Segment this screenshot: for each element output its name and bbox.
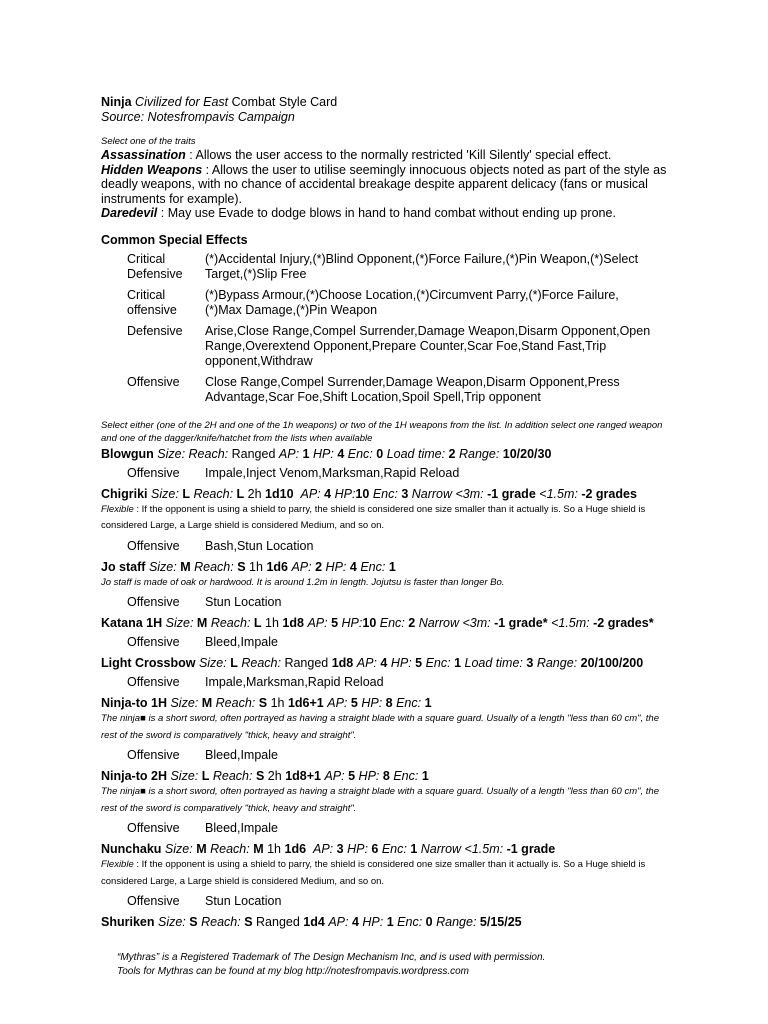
value: 1 bbox=[388, 559, 396, 574]
combat-style-card bbox=[101, 95, 671, 930]
weapon-effects bbox=[101, 539, 671, 554]
effects-list: (*)Accidental Injury,(*)Blind Opponent,(*)Force Failure,(*)Pin Weapon,(*)Select Target,(*)Slip Free bbox=[205, 251, 639, 281]
label: Reach: bbox=[193, 486, 234, 501]
value: 2 bbox=[448, 446, 456, 461]
value: 1d8+1 bbox=[285, 769, 321, 783]
desc-text: : If the opponent is using a shield to parry, the shield is considered one size smaller than it actually is. So a Huge shield is considered Large, a Large shield is considered Medium, and so on. bbox=[101, 859, 646, 887]
value: 1d6 bbox=[266, 559, 288, 574]
weapon-katana bbox=[101, 615, 671, 631]
label: Enc: bbox=[393, 769, 419, 783]
value: L bbox=[230, 656, 238, 670]
style-subtitle-rest: Combat Style Card bbox=[231, 95, 338, 109]
effects-category: Offensive bbox=[127, 748, 180, 762]
value: 1d6 bbox=[284, 842, 307, 856]
label: Load time: bbox=[386, 446, 446, 461]
label: AP: bbox=[324, 769, 345, 783]
value: S bbox=[237, 559, 246, 574]
effects-list: Bleed,Impale bbox=[205, 635, 278, 649]
value: 5/15/25 bbox=[479, 915, 522, 929]
label: HP: bbox=[362, 915, 384, 929]
label: Enc: bbox=[379, 616, 405, 630]
label: HP: bbox=[325, 559, 347, 574]
value: 4 bbox=[349, 559, 357, 574]
value: 2 bbox=[315, 559, 323, 574]
weapon-name: Shuriken bbox=[101, 915, 155, 929]
weapon-effects bbox=[101, 894, 671, 909]
effects-category: Offensive bbox=[127, 595, 180, 609]
label: AP: bbox=[307, 616, 328, 630]
value: 6 bbox=[371, 842, 379, 856]
value: 3 bbox=[336, 842, 344, 856]
weapon-name: Blowgun bbox=[101, 446, 154, 461]
value: 10 bbox=[355, 486, 370, 501]
value: 4 bbox=[337, 446, 345, 461]
label: Size: bbox=[157, 446, 186, 461]
label: Size: bbox=[198, 656, 227, 670]
value: 5 bbox=[331, 616, 339, 630]
source-line: Source: Notesfrompavis Campaign bbox=[101, 110, 295, 124]
value: 1d8 bbox=[331, 656, 354, 670]
weapon-chigriki bbox=[101, 486, 671, 502]
weapon-effects bbox=[101, 635, 671, 650]
effects-list: Close Range,Compel Surrender,Damage Weapon,Disarm Opponent,Press Advantage,Scar Foe,Shift Location,Spoil Spell,Trip opponent bbox=[205, 374, 620, 404]
value: M bbox=[201, 696, 213, 710]
desc-text: : If the opponent is using a shield to parry, the shield is considered one size smaller than it actually is. So a Huge shield is considered Large, a Large shield is considered Medium, and so on. bbox=[101, 503, 646, 531]
value: -2 grades* bbox=[593, 616, 654, 630]
value: 1d8 bbox=[282, 616, 304, 630]
effects-list: Arise,Close Range,Compel Surrender,Damage Weapon,Disarm Opponent,Open Range,Overextend Opponent,Prepare Counter,Scar Foe,Stand Fast,Trip opponent,Withdraw bbox=[205, 323, 651, 368]
weapon-effects bbox=[101, 675, 671, 690]
effects-category: Offensive bbox=[127, 538, 180, 553]
value: -1 grade* bbox=[494, 616, 548, 630]
label: Reach: bbox=[194, 559, 234, 574]
effects-category: Offensive bbox=[127, 465, 180, 480]
value: 1d4 bbox=[303, 915, 325, 929]
value: 8 bbox=[382, 769, 390, 783]
effects-list: Stun Location bbox=[205, 894, 282, 908]
card-title bbox=[101, 95, 671, 110]
trait-name: Assassination bbox=[101, 148, 186, 162]
weapon-effects bbox=[101, 748, 671, 763]
trait-text: : Allows the user access to the normally restricted 'Kill Silently' special effect. bbox=[185, 148, 612, 162]
style-subtitle: Civilized for East bbox=[135, 95, 229, 109]
value: 20/100/200 bbox=[580, 656, 644, 670]
weapon-description bbox=[101, 857, 671, 890]
label: AP: bbox=[300, 486, 321, 501]
label: HP: bbox=[312, 446, 334, 461]
label: Reach: bbox=[210, 842, 250, 856]
label: <1.5m: bbox=[551, 616, 590, 630]
label: Range: bbox=[436, 915, 477, 929]
value: S bbox=[258, 696, 268, 710]
weapon-effects bbox=[101, 821, 671, 836]
value: 3 bbox=[526, 656, 534, 670]
effects-row bbox=[101, 288, 671, 318]
effects-row bbox=[101, 324, 671, 369]
value: M bbox=[253, 842, 264, 856]
value: 1 bbox=[424, 696, 432, 710]
label: Size: bbox=[151, 486, 179, 501]
value: 1 bbox=[386, 915, 394, 929]
effects-category: Critical offensive bbox=[127, 287, 177, 317]
label: AP: bbox=[291, 559, 312, 574]
label: Enc: bbox=[381, 842, 407, 856]
weapon-description: The ninja■ is a short sword, often portrayed as having a straight blade with a square guard. Usually of a length "less than 60 cm", the rest of the sword is comparatively "thick, heavy and straight". bbox=[101, 786, 659, 814]
weapon-name: Ninja-to 2H bbox=[101, 769, 167, 783]
label: Reach: bbox=[215, 696, 256, 710]
effects-category: Critical Defensive bbox=[127, 251, 183, 281]
weapon-name: Ninja-to 1H bbox=[101, 696, 167, 710]
value: 5 bbox=[348, 769, 356, 783]
value: L bbox=[182, 486, 190, 501]
value: 0 bbox=[376, 446, 384, 461]
value: 1 bbox=[302, 446, 310, 461]
label: Narrow <3m: bbox=[411, 486, 484, 501]
value: 1h bbox=[265, 616, 279, 630]
label: Range: bbox=[458, 446, 500, 461]
weapon-description: Jo staff is made of oak or hardwood. It is around 1.2m in length. Jojutsu is faster than longer Bo. bbox=[101, 576, 505, 588]
label: Size: bbox=[165, 616, 194, 630]
label: Narrow <1.5m: bbox=[420, 842, 504, 856]
footer bbox=[117, 951, 545, 979]
effects-row bbox=[101, 375, 671, 405]
value: 4 bbox=[351, 915, 359, 929]
label: Size: bbox=[164, 842, 193, 856]
label: AP: bbox=[327, 696, 348, 710]
effects-list: Impale,Inject Venom,Marksman,Rapid Reload bbox=[205, 465, 460, 480]
label: Size: bbox=[157, 915, 186, 929]
label: Enc: bbox=[396, 696, 422, 710]
value: 10/20/30 bbox=[502, 446, 552, 461]
value: Ranged bbox=[256, 915, 300, 929]
desc-lead: Flexible bbox=[101, 503, 134, 515]
trait-text: : Allows the user to utilise seemingly innocuous objects noted as part of the style as deadly weapons, with no chance of accidental breakage despite apparent delicacy (fans or musical instruments for example). bbox=[101, 162, 667, 206]
effects-list: Stun Location bbox=[205, 595, 282, 609]
label: HP: bbox=[361, 696, 383, 710]
trait-text: : May use Evade to dodge blows in hand to hand combat without ending up prone. bbox=[157, 206, 616, 220]
label: Reach: bbox=[188, 446, 229, 461]
value: L bbox=[253, 616, 262, 630]
weapon-name: Jo staff bbox=[101, 559, 146, 574]
value: 1 bbox=[421, 769, 429, 783]
traits-intro: Select one of the traits bbox=[101, 136, 196, 147]
weapon-description bbox=[101, 502, 671, 535]
label: Size: bbox=[170, 769, 199, 783]
value: S bbox=[189, 915, 198, 929]
effects-list: Impale,Marksman,Rapid Reload bbox=[205, 675, 384, 689]
label: AP: bbox=[328, 915, 349, 929]
weapon-effects bbox=[101, 595, 671, 610]
label: AP: bbox=[356, 656, 377, 670]
weapon-ninja-to-2h bbox=[101, 768, 671, 784]
label: Enc: bbox=[425, 656, 451, 670]
effects-heading: Common Special Effects bbox=[101, 232, 248, 247]
label: Reach: bbox=[210, 616, 251, 630]
value: 4 bbox=[324, 486, 332, 501]
weapon-name: Light Crossbow bbox=[101, 656, 196, 670]
label: Size: bbox=[170, 696, 199, 710]
value: 1h bbox=[267, 842, 282, 856]
label: Reach: bbox=[201, 915, 241, 929]
weapon-description: The ninja■ is a short sword, often portrayed as having a straight blade with a square guard. Usually of a length "less than 60 cm", the rest of the sword is comparatively "thick, heavy and straight". bbox=[101, 713, 659, 741]
label: AP: bbox=[313, 842, 334, 856]
weapon-name: Katana 1H bbox=[101, 616, 163, 630]
footer-trademark: “Mythras” is a Registered Trademark of The Design Mechanism Inc, and is used with permission. bbox=[117, 952, 546, 963]
value: 2h bbox=[267, 769, 282, 783]
value: 3 bbox=[401, 486, 409, 501]
value: Ranged bbox=[231, 446, 276, 461]
value: 0 bbox=[425, 915, 433, 929]
label: HP: bbox=[358, 769, 380, 783]
value: L bbox=[201, 769, 210, 783]
label: HP: bbox=[347, 842, 368, 856]
value: L bbox=[236, 486, 245, 501]
weapon-jo-staff bbox=[101, 559, 671, 575]
value: 1 bbox=[454, 656, 462, 670]
effects-list: Bleed,Impale bbox=[205, 821, 278, 835]
weapon-blowgun bbox=[101, 446, 671, 462]
value: 5 bbox=[350, 696, 358, 710]
label: Enc: bbox=[372, 486, 398, 501]
value: S bbox=[255, 769, 265, 783]
label: HP: bbox=[341, 616, 363, 630]
effects-list: (*)Bypass Armour,(*)Choose Location,(*)Circumvent Parry,(*)Force Failure,(*)Max Damage,(*)Pin Weapon bbox=[205, 287, 619, 317]
value: M bbox=[196, 616, 208, 630]
weapon-name: Chigriki bbox=[101, 486, 148, 501]
label: Range: bbox=[536, 656, 578, 670]
value: 4 bbox=[380, 656, 388, 670]
trait-name: Daredevil bbox=[101, 206, 158, 220]
trait-daredevil bbox=[101, 206, 671, 221]
effects-list: Bleed,Impale bbox=[205, 748, 278, 762]
effects-table bbox=[101, 252, 671, 405]
desc-lead: Flexible bbox=[101, 859, 134, 870]
label: <1.5m: bbox=[539, 486, 578, 501]
footer-blog: Tools for Mythras can be found at my blog http://notesfrompavis.wordpress.com bbox=[117, 966, 470, 977]
value: 10 bbox=[362, 616, 377, 630]
style-name: Ninja bbox=[101, 95, 132, 109]
effects-category: Offensive bbox=[127, 635, 180, 649]
label: Narrow <3m: bbox=[418, 616, 491, 630]
value: -1 grade bbox=[506, 842, 556, 856]
label: AP: bbox=[278, 446, 300, 461]
value: 1d6+1 bbox=[287, 696, 324, 710]
value: M bbox=[196, 842, 207, 856]
label: Enc: bbox=[397, 915, 423, 929]
value: 1d10 bbox=[265, 486, 294, 501]
effects-category: Offensive bbox=[127, 821, 180, 835]
trait-hidden-weapons bbox=[101, 163, 671, 207]
label: Reach: bbox=[241, 656, 281, 670]
weapon-ninja-to-1h bbox=[101, 695, 671, 711]
value: -2 grades bbox=[581, 486, 637, 501]
value: 1h bbox=[249, 559, 263, 574]
label: Size: bbox=[148, 559, 177, 574]
value: 1h bbox=[270, 696, 285, 710]
label: HP: bbox=[390, 656, 412, 670]
effects-row bbox=[101, 252, 671, 282]
effects-list: Bash,Stun Location bbox=[205, 538, 314, 553]
label: Reach: bbox=[212, 769, 253, 783]
weapon-light-crossbow bbox=[101, 655, 671, 671]
value: -1 grade bbox=[487, 486, 536, 501]
weapon-name: Nunchaku bbox=[101, 842, 162, 856]
effects-category: Offensive bbox=[127, 374, 180, 389]
effects-category: Offensive bbox=[127, 675, 180, 689]
value: M bbox=[180, 559, 191, 574]
value: Ranged bbox=[284, 656, 329, 670]
value: 2 bbox=[408, 616, 416, 630]
weapon-effects bbox=[101, 466, 671, 481]
label: HP: bbox=[334, 486, 356, 501]
effects-category: Offensive bbox=[127, 894, 180, 908]
value: 5 bbox=[415, 656, 423, 670]
label: Enc: bbox=[347, 446, 373, 461]
value: 8 bbox=[385, 696, 393, 710]
weapon-nunchaku bbox=[101, 841, 671, 857]
weapons-intro: Select either (one of the 2H and one of the 1h weapons) or two of the 1H weapons from the list. In addition select one ranged weapon and one of the dagger/knife/hatchet from the lists when available bbox=[101, 419, 663, 444]
label: Enc: bbox=[360, 559, 386, 574]
label: Load time: bbox=[464, 656, 523, 670]
value: S bbox=[244, 915, 253, 929]
weapon-shuriken bbox=[101, 914, 671, 930]
value: 2h bbox=[247, 486, 262, 501]
trait-assassination bbox=[101, 148, 671, 163]
trait-name: Hidden Weapons bbox=[101, 162, 203, 177]
value: 1 bbox=[410, 842, 418, 856]
effects-category: Defensive bbox=[127, 323, 183, 338]
